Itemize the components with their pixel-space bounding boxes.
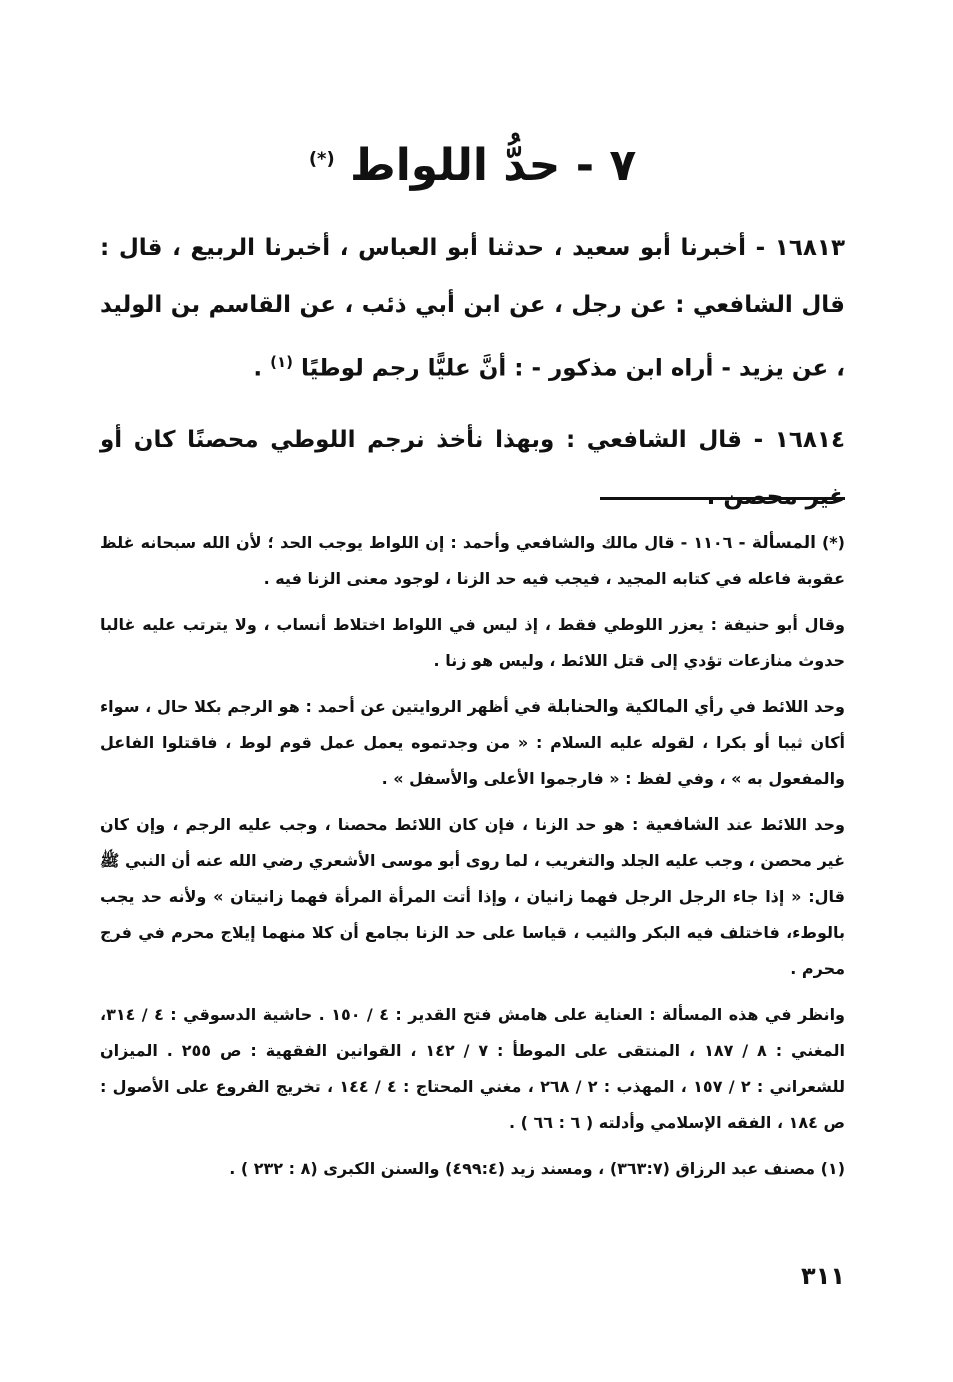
hadith-number: ١٦٨١٤ <box>774 426 845 453</box>
note-text: في أظهر الروايتين عن أحمد : هو الرجم بكلا حال ، سواء أكان ثيبا أو بكرا ، لقوله عليه السلام : « من وجدتموه يعمل عمل قوم لوط ، فاقتلوا الفاعل والمفعول به » ، وفي لفظ : « فارجموا الأعلى والأسفل » . <box>100 697 845 788</box>
note-text: وقال أبو حنيفة : يعزر اللوطي فقط ، إذ ليس في اللواط اختلاط أنساب ، ولا يترتب عليه غالبا حدوث منازعات تؤدي إلى قتل اللائط ، وليس هو زنا . <box>100 615 845 670</box>
hadith-number: ١٦٨١٣ <box>774 235 845 261</box>
note-marker: (*) <box>821 533 845 552</box>
title-note-marker: (*) <box>308 148 335 170</box>
note-label: المسألة - <box>738 533 816 553</box>
hadith-text: - أخبرنا أبو سعيد ، حدثنا أبو العباس ، أخبرنا الربيع ، قال : قال الشافعي : عن رجل ، عن ابن أبي ذئب ، عن القاسم بن الوليد ، عن يزيد - أراه ابن مذكور - : أنَّ عليًّا رجم لوطيًا <box>100 235 845 382</box>
chapter-title-text: حدُّ اللواط <box>350 140 561 191</box>
title-separator: - <box>575 140 594 191</box>
page <box>100 0 845 1382</box>
note-highlight: الشافعية <box>645 815 720 835</box>
footnote-text: (١) مصنف عبد الرزاق (٣٦٣:٧) ، ومسند زيد (٤٩٩:٤) والسنن الكبرى (٨ : ٢٣٢ ) . <box>229 1159 845 1178</box>
note-text: - قال مالك والشافعي وأحمد : إن اللواط يوجب الحد ؛ لأن الله سبحانه غلظ عقوبة فاعله في كتابه المجيد ، فيجب فيه حد الزنا ، لوجود معنى الزنا فيه . <box>100 533 845 588</box>
chapter-title <box>100 140 845 193</box>
footnote-1 <box>100 1151 845 1187</box>
main-text <box>100 220 845 540</box>
note-paragraph <box>100 689 845 797</box>
hadith-text: - قال الشافعي : وبهذا نأخذ نرجم اللوطي محصنًا كان أو <box>100 426 764 453</box>
note-text: وحد اللائط في رأي <box>694 697 845 716</box>
note-paragraph <box>100 525 845 597</box>
page-number: ٣١١ <box>801 1262 845 1290</box>
note-paragraph <box>100 997 845 1141</box>
note-paragraph <box>100 607 845 679</box>
hadith-paragraph <box>100 220 845 398</box>
note-text: : هو حد الزنا ، فإن كان اللائط محصنا ، وجب عليه الرجم ، وإن كان غير محصن ، وجب عليه الجلد والتغريب ، لما روى أبو موسى الأشعري رضي الله عنه أن النبي ﷺ قال: « إذا جاء الرجل الرجل فهما زانيان ، وإذا أتت المرأة المرأة فهما زانيتان » ولأنه حد يجب بالوطء، فاختلف فيه البكر والثيب ، قياسا على حد الزنا بجامع أن كلا منهما إيلاج محرم في فرج محرم . <box>100 815 845 978</box>
note-highlight: المالكية والحنابلة <box>546 697 689 717</box>
note-text: وحد اللائط عند <box>726 815 845 834</box>
note-paragraph <box>100 807 845 987</box>
footnote-reference: (١) <box>270 353 293 371</box>
note-references: وانظر في هذه المسألة : العناية على هامش فتح القدير : ٤ / ١٥٠ . حاشية الدسوقي : ٤ / ٣١٤، المغني : ٨ / ١٨٧ ، المنتقى على الموطأ : ٧ / ١٤٢ ، القوانين الفقهية : ص ٢٥٥ . الميزان للشعراني : ٢ / ١٥٧ ، المهذب : ٢ / ٢٦٨ ، مغني المحتاج : ٤ / ١٤٤ ، تخريج الفروع على الأصول : ص ١٨٤ ، الفقه الإسلامي وأدلته ( ٦ : ٦٦ ) . <box>100 1005 846 1132</box>
hadith-paragraph <box>100 412 845 526</box>
note-number: ١١٠٦ <box>693 533 733 552</box>
hadith-end: . <box>253 355 263 382</box>
footnote-separator <box>600 497 845 500</box>
footnotes <box>100 525 845 1197</box>
chapter-number: ٧ <box>609 140 637 191</box>
